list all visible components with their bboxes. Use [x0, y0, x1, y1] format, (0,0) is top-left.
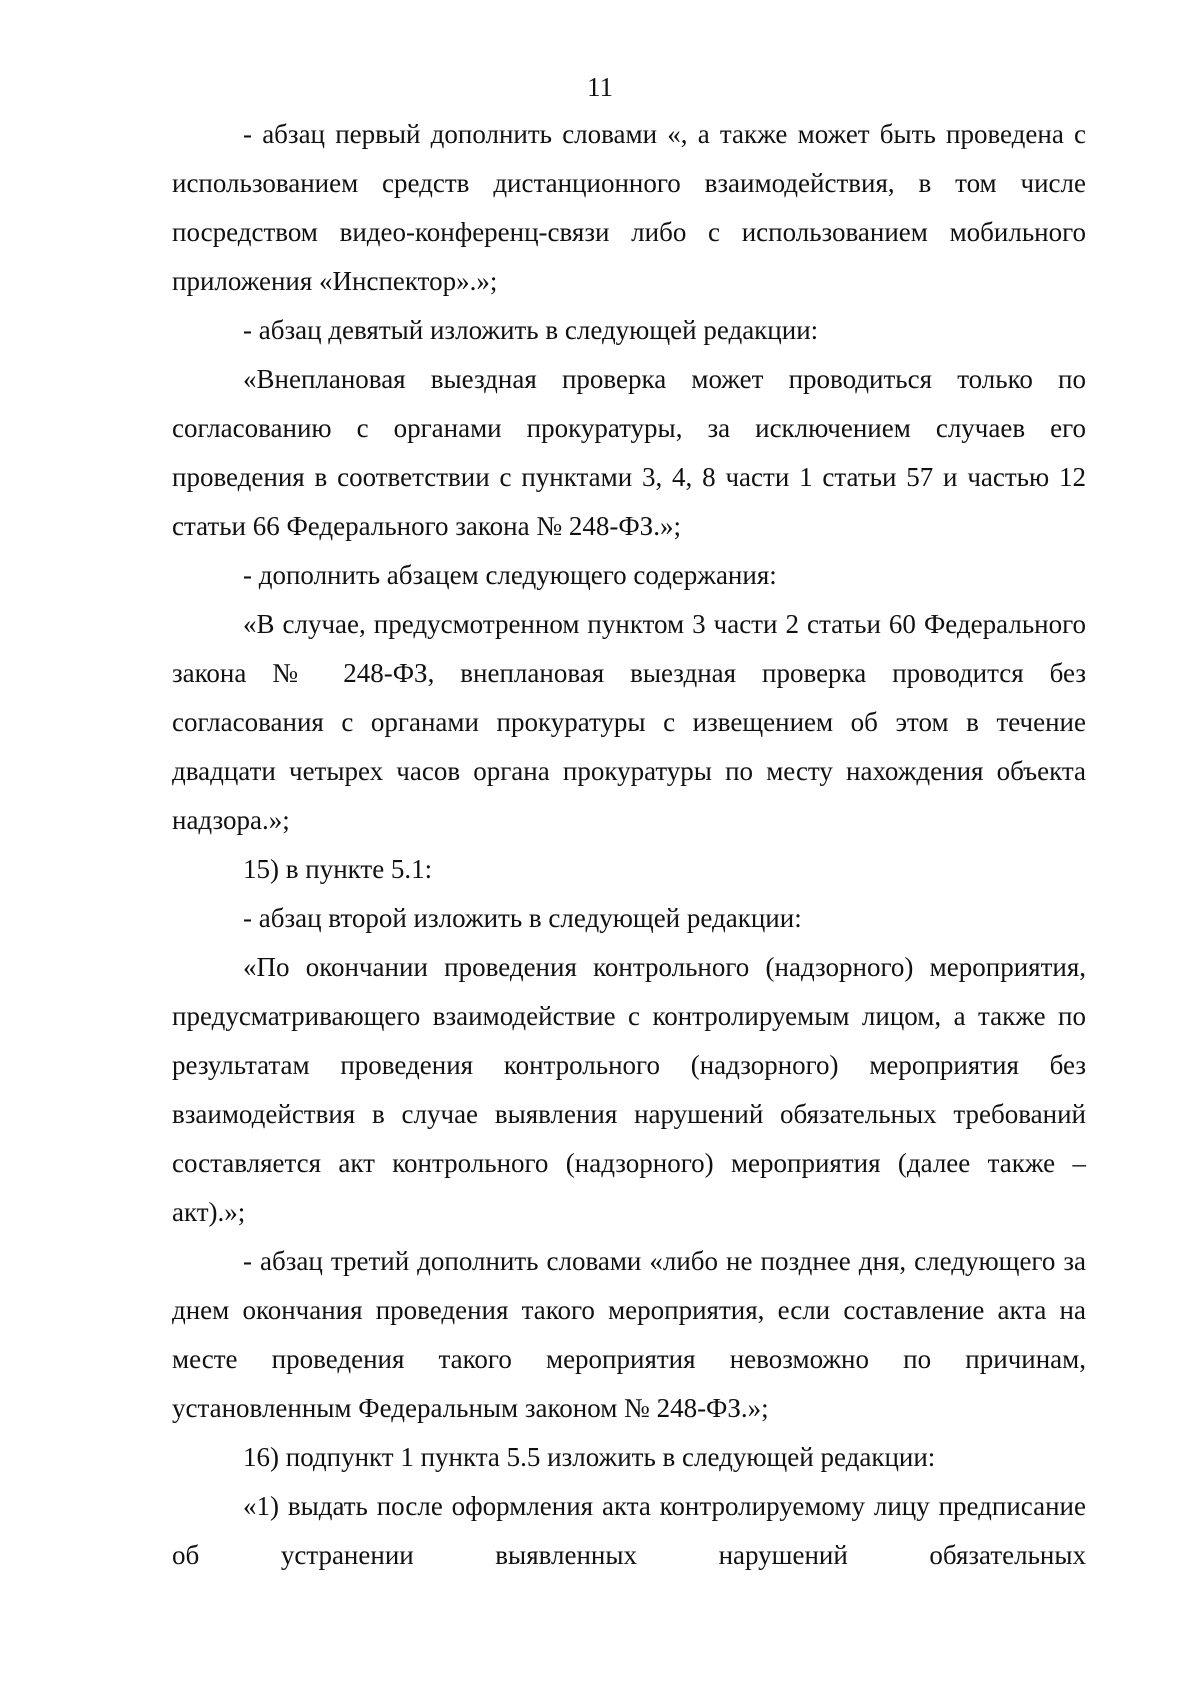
paragraph: «По окончании проведения контрольного (надзорного) мероприятия, предусматривающего взаимодействие с контролируемым лицом, а также по результатам проведения контрольного (надзорного) мероприятия без взаимодействия в случае выявления нарушений обязательных требований составляется акт контрольного (надзорного) мероприятия (далее также – акт).»; [172, 952, 1086, 1227]
paragraph: «Внеплановая выездная проверка может проводиться только по согласованию с органами прокуратуры, за исключением случаев его проведения в соответствии с пунктами 3, 4, 8 части 1 статьи 57 и частью 12 статьи 66 Федерального закона № 248-ФЗ.»; [172, 364, 1086, 541]
paragraph: «В случае, предусмотренном пунктом 3 части 2 статьи 60 Федерального закона № 248-ФЗ, внеплановая выездная проверка проводится без согласования с органами прокуратуры с извещением об этом в течение двадцати четырех часов органа прокуратуры по месту нахождения объекта надзора.»; [172, 609, 1086, 835]
document-body [172, 110, 1086, 1580]
paragraph: 16) подпункт 1 пункта 5.5 изложить в следующей редакции: [243, 1442, 936, 1472]
paragraph: - дополнить абзацем следующего содержания: [243, 560, 777, 590]
paragraph: - абзац второй изложить в следующей редакции: [243, 903, 802, 933]
page-number: 11 [587, 72, 613, 102]
paragraph: 15) в пункте 5.1: [243, 854, 433, 884]
paragraph: «1) выдать после оформления акта контролируемому лицу предписание об устранении выявленных нарушений обязательных [172, 1491, 1086, 1570]
paragraph: - абзац третий дополнить словами «либо не позднее дня, следующего за днем окончания проведения такого мероприятия, если составление акта на месте проведения такого мероприятия невозможно по причинам, установленным Федеральным законом № 248-ФЗ.»; [172, 1246, 1086, 1423]
paragraph: - абзац первый дополнить словами «, а также может быть проведена с использованием средств дистанционного взаимодействия, в том числе посредством видео-конференц-связи либо с использованием мобильного приложения «Инспектор».»; [172, 119, 1086, 296]
paragraph: - абзац девятый изложить в следующей редакции: [243, 315, 819, 345]
